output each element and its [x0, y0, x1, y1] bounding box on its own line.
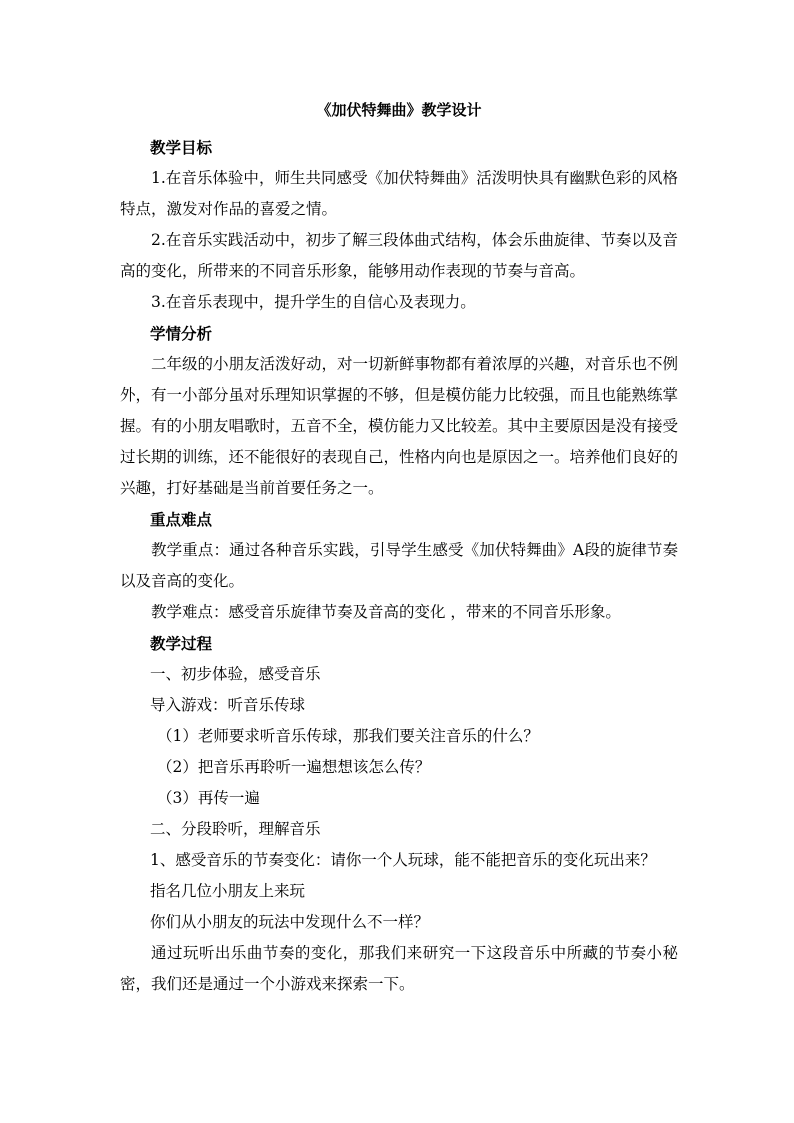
process-part2-paragraph: 通过玩听出乐曲节奏的变化，那我们来研究一下这段音乐中所藏的节奏小秘密，我们还是通过一个小游戏来探索一下。 — [120, 944, 678, 993]
key-difficulty-paragraph: 教学难点：感受音乐旋律节奏及音高的变化 ，带来的不同音乐形象。 — [151, 603, 621, 621]
section-heading-process: 教学过程 — [150, 634, 213, 653]
process-step-3: （3）再传一遍 — [157, 789, 260, 807]
goal-item-3: 3.在音乐表现中，提升学生的自信心及表现力。 — [151, 293, 476, 311]
process-part2-line-3: 你们从小朋友的玩法中发现什么不一样？ — [150, 913, 430, 931]
document-title: 《加伏特舞曲》教学设计 — [316, 101, 482, 119]
goal-item-2: 2.在音乐实践活动中，初步了解三段体曲式结构，体会乐曲旋律、节奏以及音高的变化，所带来的不同音乐形象，能够用动作表现的节奏与音高。 — [120, 231, 678, 280]
process-step-2: （2）把音乐再聆听一遍想想该怎么传？ — [157, 758, 431, 776]
process-part2-line-2: 指名几位小朋友上来玩 — [150, 882, 306, 900]
goal-item-1: 1.在音乐体验中，师生共同感受《加伏特舞曲》活泼明快具有幽默色彩的风格特点，激发对作品的喜爱之情。 — [120, 169, 678, 218]
section-heading-key-points: 重点难点 — [150, 510, 213, 529]
section-heading-goals: 教学目标 — [150, 138, 213, 157]
process-part1-intro: 导入游戏：听音乐传球 — [150, 696, 306, 714]
key-focus-paragraph: 教学重点：通过各种音乐实践，引导学生感受《加伏特舞曲》A段的旋律节奏以及音高的变化。 — [120, 541, 678, 590]
document-body — [120, 100, 678, 1000]
analysis-paragraph: 二年级的小朋友活泼好动，对一切新鲜事物都有着浓厚的兴趣，对音乐也不例外，有一小部分虽对乐理知识掌握的不够，但是模仿能力比较强，而且也能熟练掌握。有的小朋友唱歌时，五音不全，模仿能力又比较差。其中主要原因是没有接受过长期的训练，还不能很好的表现自己，性格内向也是原因之一。培养他们良好的兴趣，打好基础是当前首要任务之一。 — [120, 355, 679, 497]
section-heading-analysis: 学情分析 — [150, 324, 213, 343]
process-part2-title: 二、分段聆听，理解音乐 — [150, 820, 321, 838]
process-step-1: （1）老师要求听音乐传球，那我们要关注音乐的什么？ — [157, 727, 539, 745]
process-part2-line-1: 1、感受音乐的节奏变化：请你一个人玩球，能不能把音乐的变化玩出来？ — [150, 851, 656, 869]
process-part1-title: 一、初步体验，感受音乐 — [150, 665, 321, 683]
